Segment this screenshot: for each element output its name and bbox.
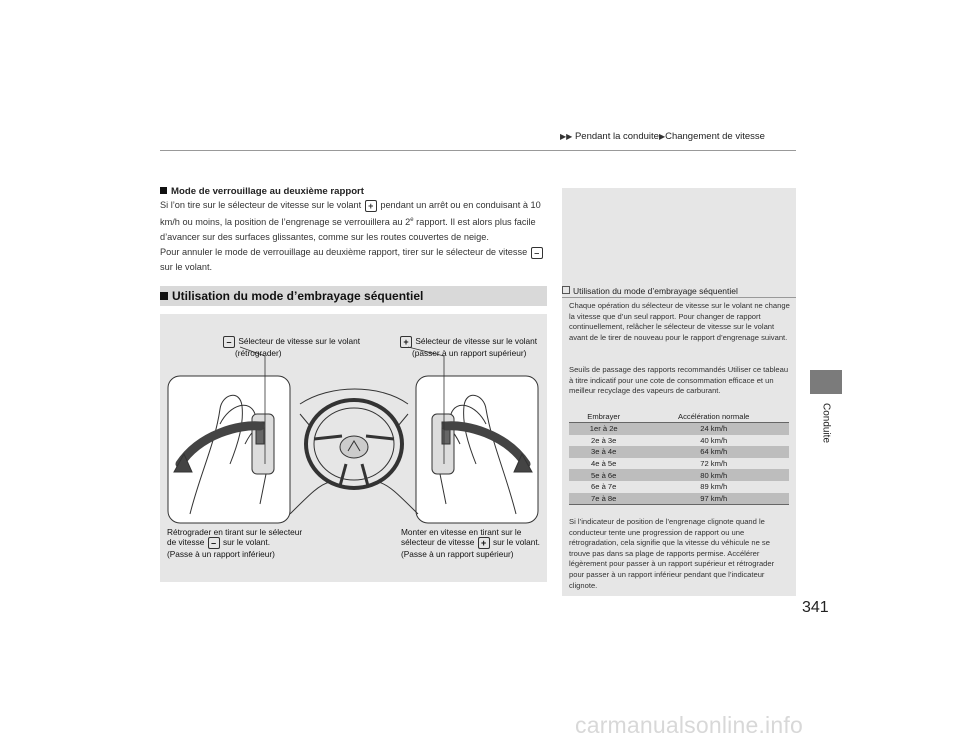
table-row: 6e à 7e 89 km/h — [591, 482, 728, 492]
square-bullet-icon — [160, 292, 168, 300]
table-header-cell: Embrayer — [569, 411, 638, 423]
square-bullet-icon — [160, 187, 167, 194]
callout-plus-selector: + Sélecteur de vitesse sur le volant (passer à un rapport supérieur) — [399, 336, 537, 358]
minus-key-icon: – — [208, 537, 220, 549]
breadcrumb-part1[interactable]: Pendant la conduite — [574, 131, 659, 142]
breadcrumb-part2[interactable]: Changement de vitesse — [665, 131, 765, 142]
table-row: 2e à 3e 40 km/h — [591, 435, 728, 445]
note-divider — [562, 297, 796, 298]
section1-title: Mode de verrouillage au deuxième rapport — [160, 186, 364, 197]
side-tab-label: Conduite — [820, 402, 832, 444]
note-paragraph-1: Chaque opération du sélecteur de vitesse sur le volant ne change la vitesse que d’un seul rapport. Pour changer de rapport continuellement, relâcher le sélecteur de vitesse sur le volant avant de le tirer de nouveau pour le rapport d’engrenage suivant. — [569, 301, 790, 342]
table-row: 3e à 4e 64 km/h — [569, 446, 789, 458]
plus-key-icon: + — [365, 200, 377, 212]
plus-key-icon: + — [400, 336, 412, 348]
page-number: 341 — [802, 599, 829, 616]
side-tab-marker — [810, 370, 842, 394]
table-row: 4e à 5e 72 km/h — [591, 459, 728, 469]
minus-key-icon: – — [531, 247, 543, 259]
shift-points-table — [569, 411, 789, 505]
header-divider — [160, 150, 796, 151]
caption-upshift: Monter en vitesse en tirant sur le sélecteur de vitesse + sur le volant. (Passe à un rapport supérieur) — [401, 527, 540, 559]
minus-key-icon: – — [223, 336, 235, 348]
table-row: 7e à 8e 97 km/h — [569, 493, 789, 505]
note-paragraph-2: Seuils de passage des rapports recommandés Utiliser ce tableau à titre indicatif pour une cote de consommation efficace et un meilleur recyclage des vapeurs de carburant. — [569, 365, 789, 396]
table-row: 5e à 6e 80 km/h — [569, 469, 789, 481]
section2-paragraph: Pour annuler le mode de verrouillage au deuxième rapport, tirer sur le sélecteur de vitesse – sur le volant. — [160, 245, 555, 275]
table-header-row — [569, 411, 789, 423]
watermark: carmanualsonline.info — [575, 712, 803, 738]
note-paragraph-3: Si l’indicateur de position de l’engrenage clignote quand le conducteur tente une progression de rapport ou une rétrogradation, cela signifie que la vitesse du véhicule ne se trouve pas dans sa plage de rapports permise. Accélérer légèrement pour passer à un rapport supérieur et rétrograder pour passer à un rapport inférieur pendant que l’indicateur clignote. — [569, 517, 775, 590]
steering-wheel-drawing — [290, 389, 418, 514]
breadcrumb-separator-icon: ▶ — [658, 132, 666, 141]
breadcrumb — [560, 131, 765, 142]
breadcrumb-arrow-icon: ▶▶ — [560, 132, 573, 141]
plus-key-icon: + — [478, 537, 490, 549]
section1-paragraph: Si l’on tire sur le sélecteur de vitesse sur le volant + pendant un arrêt ou en conduisant à 10 km/h ou moins, la position de l’engrenage se verrouillera au 2e rapport. Il est alors plus facile d’avancer sur des surfaces glissantes, comme sur les routes couvertes de neige. — [160, 200, 541, 243]
note-marker-icon — [562, 286, 570, 294]
table-row: 1er à 2e 24 km/h — [569, 423, 789, 435]
table-header-cell: Accélération normale — [638, 411, 789, 423]
caption-downshift: Rétrograder en tirant sur le sélecteur de vitesse – sur le volant. (Passe à un rapport inférieur) — [167, 527, 303, 559]
section3-title: Utilisation du mode d’embrayage séquentiel — [160, 289, 423, 303]
note-title: Utilisation du mode d’embrayage séquentiel — [562, 286, 738, 296]
callout-minus-selector: – Sélecteur de vitesse sur le volant (rétrograder) — [222, 336, 360, 358]
